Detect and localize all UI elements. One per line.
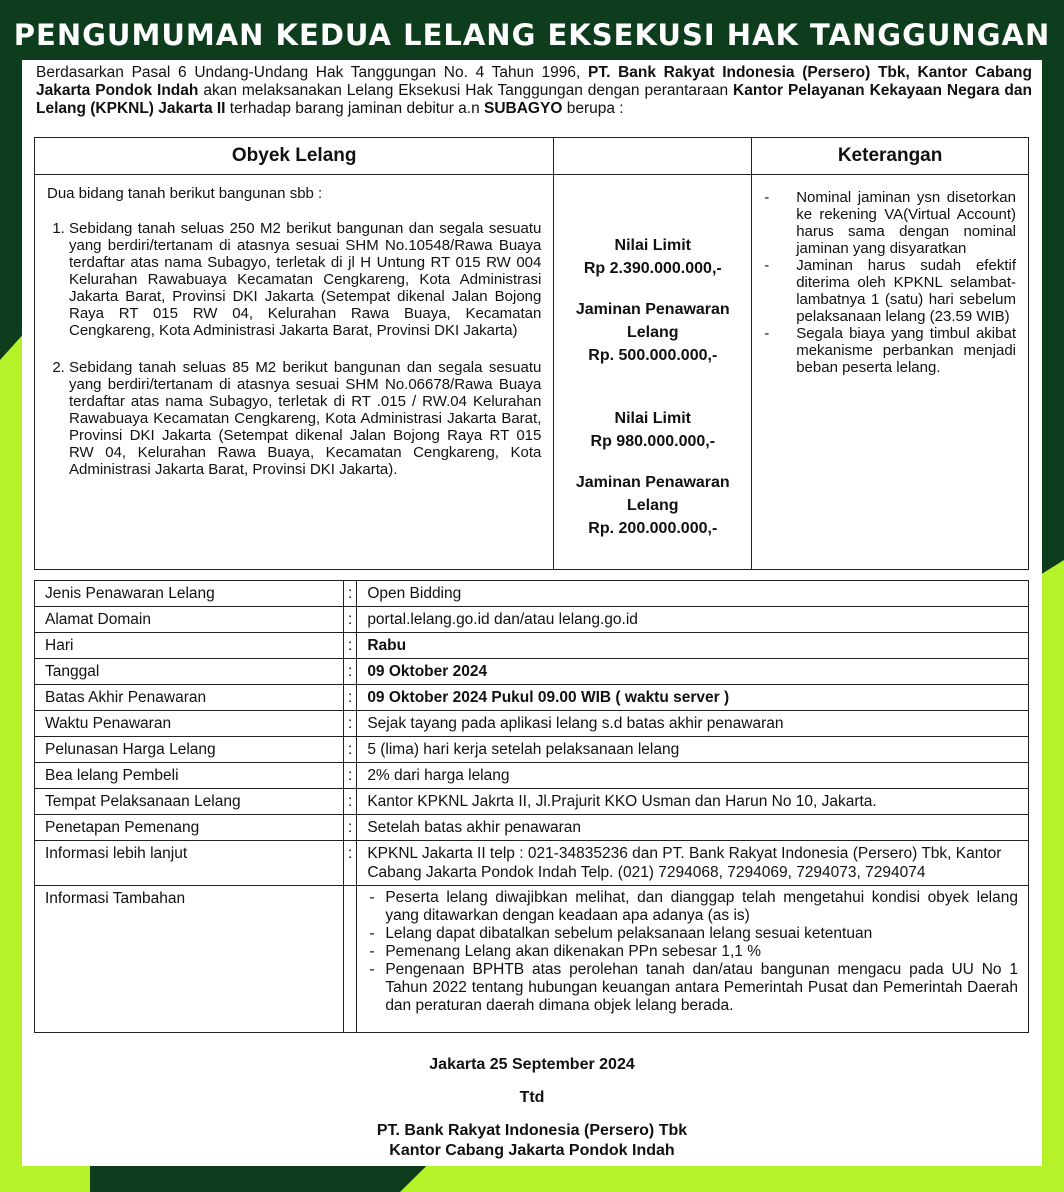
deposit-value: Rp. 200.000.000,- (588, 520, 718, 537)
object-list (47, 220, 541, 478)
detail-label: Hari (35, 633, 344, 659)
detail-label: Jenis Penawaran Lelang (35, 581, 344, 607)
detail-row (35, 815, 1029, 841)
detail-label: Batas Akhir Penawaran (35, 685, 344, 711)
header-object: Obyek Lelang (35, 138, 554, 175)
detail-row (35, 685, 1029, 711)
detail-value: 2% dari harga lelang (357, 763, 1029, 789)
detail-colon: : (344, 581, 357, 607)
object-description-cell (35, 175, 554, 570)
detail-colon: : (344, 711, 357, 737)
notes-cell (752, 175, 1029, 570)
detail-label: Alamat Domain (35, 607, 344, 633)
detail-value: Open Bidding (357, 581, 1029, 607)
detail-colon: : (344, 841, 357, 886)
detail-colon: : (344, 633, 357, 659)
objects-table (34, 137, 1029, 570)
deposit-label: Lelang (627, 497, 679, 514)
object-item-1: 1. Sebidang tanah seluas 250 M2 berikut bangunan dan segala sesuatu yang berdiri/tertanam di atasnya sesuai SHM No.10548/Rawa Buaya terdaftar atas nama Subagyo, terletak di jl H Untung RT 015 RW 004 Kelurahan Rawabuaya Kecamatan Cengkareng, Kota Administrasi Jakarta Barat, Provinsi DKI Jakarta (Setempat dikenal Jalan Bojong Raya RT 015 RW 04, Kelurahan Rawa Buaya, Kecamatan Cengkareng, Kota Administrasi Jakarta Barat, Provinsi DKI Jakarta) (69, 220, 541, 339)
detail-colon: : (344, 789, 357, 815)
intro-text-3: terhadap barang jaminan debitur a.n (225, 100, 485, 117)
detail-value: KPKNL Jakarta II telp : 021-34835236 dan PT. Bank Rakyat Indonesia (Persero) Tbk, Kantor Cabang Jakarta Pondok Indah Telp. (021) 7294068, 7294069, 7294073, 7294074 (357, 841, 1029, 886)
value-group-2 (555, 389, 750, 540)
detail-colon: : (344, 737, 357, 763)
additional-info-item: - Pengenaan BPHTB atas perolehan tanah dan/atau bangunan mengacu pada UU No 1 Tahun 2022 tentang hubungan keuangan antara Pemerintah Pusat dan Pemerintah Daerah dan peraturan daerah dimana objek lelang berada. (367, 961, 1018, 1015)
limit-value: Rp 2.390.000.000,- (583, 260, 722, 277)
detail-row (35, 841, 1029, 886)
detail-row (35, 581, 1029, 607)
detail-colon: : (344, 607, 357, 633)
detail-row (35, 633, 1029, 659)
detail-colon: : (344, 763, 357, 789)
value-cell (554, 175, 752, 570)
footer-company: PT. Bank Rakyat Indonesia (Persero) Tbk (376, 1122, 688, 1139)
detail-value: portal.lelang.go.id dan/atau lelang.go.id (357, 607, 1029, 633)
detail-value: 09 Oktober 2024 Pukul 09.00 WIB ( waktu server ) (357, 685, 1029, 711)
detail-label: Waktu Penawaran (35, 711, 344, 737)
detail-value: Setelah batas akhir penawaran (357, 815, 1029, 841)
detail-value: Sejak tayang pada aplikasi lelang s.d batas akhir penawaran (357, 711, 1029, 737)
detail-label: Pelunasan Harga Lelang (35, 737, 344, 763)
detail-label: Tanggal (35, 659, 344, 685)
detail-value: Rabu (357, 633, 1029, 659)
deposit-label: Jaminan Penawaran (575, 301, 730, 318)
detail-colon (344, 886, 357, 1033)
object-item-2: 2. Sebidang tanah seluas 85 M2 berikut bangunan dan segala sesuatu yang berdiri/tertanam di atasnya sesuai SHM No.06678/Rawa Buaya terdaftar atas nama Subagyo, terletak di RT .015 / RW.04 Kelurahan Rawabuaya Kecamatan Cengkareng, Kota Administrasi Jakarta Barat, Provinsi DKI Jakarta (Setempat dikenal Jalan Bojong Raya RT 015 RW 04, Kelurahan Rawa Buaya, Kecamatan Cengkareng, Kota Administrasi Jakarta Barat, Provinsi DKI Jakarta). (69, 359, 541, 478)
additional-info-item: - Lelang dapat dibatalkan sebelum pelaksanaan lelang sesuai ketentuan (367, 925, 1018, 943)
detail-row (35, 607, 1029, 633)
detail-row (35, 886, 1029, 1033)
detail-label: Tempat Pelaksanaan Lelang (35, 789, 344, 815)
detail-label: Informasi Tambahan (35, 886, 344, 1033)
notes-list (762, 189, 1016, 376)
detail-row (35, 737, 1029, 763)
intro-text-2: akan melaksanakan Lelang Eksekusi Hak Tanggungan dengan perantaraan (198, 82, 734, 99)
auction-details-table (34, 580, 1029, 1033)
footer-place-date: Jakarta 25 September 2024 (429, 1056, 635, 1073)
detail-value: Kantor KPKNL Jakrta II, Jl.Prajurit KKO Usman dan Harun No 10, Jakarta. (357, 789, 1029, 815)
deposit-label: Lelang (627, 324, 679, 341)
detail-label: Informasi lebih lanjut (35, 841, 344, 886)
detail-row (35, 711, 1029, 737)
intro-kpknl: Kantor Pelayanan Kekayaan Negara dan Lelang (KPKNL) Jakarta II (36, 82, 1032, 117)
detail-row (35, 763, 1029, 789)
intro-paragraph (36, 64, 1032, 118)
header-value (554, 138, 752, 175)
announcement-title: PENGUMUMAN KEDUA LELANG EKSEKUSI HAK TANGGUNGAN (13, 18, 1051, 52)
detail-row (35, 659, 1029, 685)
detail-value: 5 (lima) hari kerja setelah pelaksanaan lelang (357, 737, 1029, 763)
intro-text-4: berupa : (562, 100, 624, 117)
intro-bank: PT. Bank Rakyat Indonesia (Persero) Tbk, Kantor Cabang Jakarta Pondok Indah (36, 64, 1032, 99)
note-item: - Jaminan harus sudah efektif diterima oleh KPKNL selambat-lambatnya 1 (satu) hari sebelum pelaksanaan lelang (23.59 WIB) (762, 257, 1016, 325)
note-item: - Segala biaya yang timbul akibat mekanisme perbankan menjadi beban peserta lelang. (762, 325, 1016, 376)
additional-info-cell (357, 886, 1029, 1033)
deposit-label: Jaminan Penawaran (575, 474, 730, 491)
footer-branch: Kantor Cabang Jakarta Pondok Indah (389, 1142, 675, 1159)
additional-info-item: - Pemenang Lelang akan dikenakan PPn sebesar 1,1 % (367, 943, 1018, 961)
additional-info-item: - Peserta lelang diwajibkan melihat, dan dianggap telah mengetahui kondisi obyek lelang yang ditawarkan dengan keadaan apa adanya (as is) (367, 889, 1018, 925)
limit-label: Nilai Limit (614, 237, 691, 254)
detail-colon: : (344, 659, 357, 685)
note-item: - Nominal jaminan ysn disetorkan ke rekening VA(Virtual Account) harus sama dengan nominal jaminan yang disyaratkan (762, 189, 1016, 257)
object-lead: Dua bidang tanah berikut bangunan sbb : (47, 185, 323, 202)
detail-label: Penetapan Pemenang (35, 815, 344, 841)
detail-label: Bea lelang Pembeli (35, 763, 344, 789)
footer-signed: Ttd (519, 1089, 545, 1106)
detail-colon: : (344, 685, 357, 711)
detail-value: 09 Oktober 2024 (357, 659, 1029, 685)
intro-text-1: Berdasarkan Pasal 6 Undang-Undang Hak Tanggungan No. 4 Tahun 1996, (36, 64, 588, 81)
detail-row (35, 789, 1029, 815)
objects-table-header (35, 138, 1029, 175)
limit-label: Nilai Limit (614, 410, 691, 427)
additional-info-list (367, 889, 1018, 1015)
deposit-value: Rp. 500.000.000,- (588, 347, 718, 364)
objects-table-body (35, 175, 1029, 570)
intro-debtor: SUBAGYO (484, 100, 563, 117)
limit-value: Rp 980.000.000,- (590, 433, 716, 450)
header-note: Keterangan (752, 138, 1029, 175)
detail-colon: : (344, 815, 357, 841)
value-group-1 (555, 234, 750, 367)
